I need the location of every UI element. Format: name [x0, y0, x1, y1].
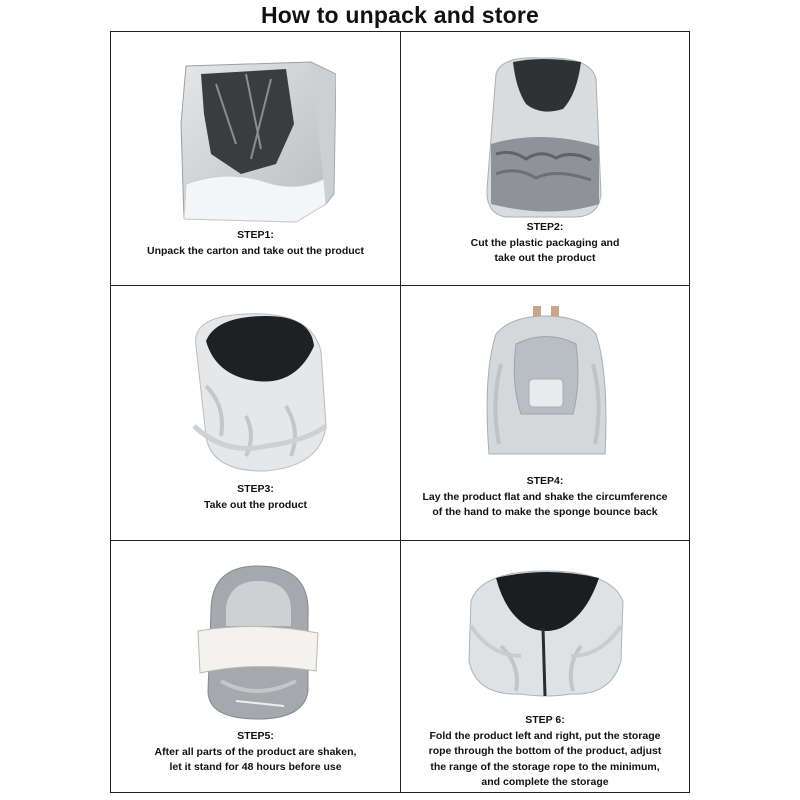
step-1-caption	[111, 228, 400, 259]
step-6-text-2: rope through the bottom of the product, adjust	[428, 745, 662, 757]
step-4-cell	[401, 286, 689, 540]
step-5-text-2: let it stand for 48 hours before use	[169, 761, 342, 773]
step-4-image	[481, 304, 611, 469]
step-1-label: STEP1:	[237, 229, 274, 241]
step-3-cell	[111, 286, 400, 540]
step-3-image	[186, 306, 336, 476]
step-3-label: STEP3:	[237, 483, 274, 495]
step-6-caption	[401, 713, 689, 791]
step-3-text: Take out the product	[203, 498, 308, 511]
step-6-text-3: the range of the storage rope to the minimum,	[430, 760, 660, 773]
step-2-text-1: Cut the plastic packaging and	[470, 236, 620, 249]
step-5-caption	[111, 729, 400, 776]
step-6-label: STEP 6:	[525, 714, 565, 726]
step-1-cell	[111, 32, 400, 285]
step-6-text-1: Fold the product left and right, put the storage	[429, 729, 661, 742]
steps-grid	[110, 31, 690, 793]
step-1-image	[176, 54, 336, 224]
step-2-caption	[401, 220, 689, 267]
step-4-label: STEP4:	[526, 475, 564, 487]
step-6-image	[461, 566, 631, 701]
step-4-text-2: of the hand to make the sponge bounce back	[432, 506, 658, 518]
step-2-image	[481, 54, 606, 219]
step-2-cell	[401, 32, 689, 285]
step-6-text-4: and complete the storage	[481, 776, 609, 788]
step-5-image	[196, 561, 321, 721]
step-5-label: STEP5:	[237, 730, 274, 742]
step-6-cell	[401, 541, 689, 792]
step-2-text-2: take out the product	[494, 252, 596, 264]
step-4-caption	[401, 474, 689, 521]
step-4-text-1: Lay the product flat and shake the circumference	[422, 490, 668, 503]
step-1-text: Unpack the carton and take out the product	[146, 244, 365, 257]
step-2-label: STEP2:	[526, 221, 564, 233]
page-title: How to unpack and store	[260, 2, 540, 28]
step-3-caption	[111, 482, 400, 513]
step-5-text-1: After all parts of the product are shaken,	[154, 745, 357, 758]
step-5-cell	[111, 541, 400, 792]
